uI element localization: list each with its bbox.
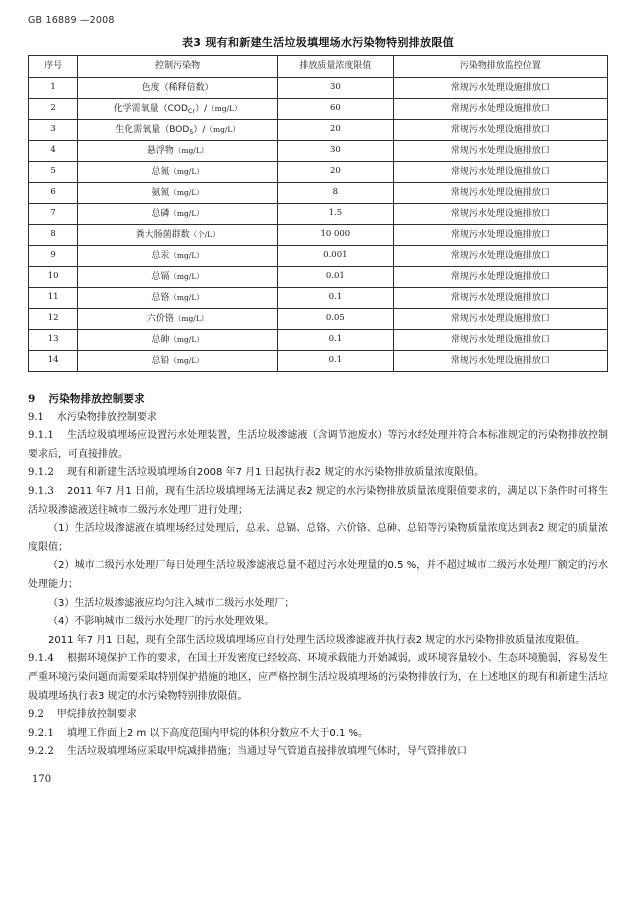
cell-limit: 0.05	[277, 309, 393, 330]
cell-pollutant: 总砷（mg/L）	[78, 330, 278, 351]
clause-9-1-3	[28, 483, 608, 520]
column-header-no: 序号	[29, 56, 78, 78]
clause-9-2-1-text: 填埋工作面上2 m 以下高度范围内甲烷的体积分数应不大于0.1 %。	[66, 727, 368, 739]
cell-limit: 0.001	[277, 246, 393, 267]
cell-limit: 8	[277, 183, 393, 204]
cell-no: 11	[29, 288, 78, 309]
clause-9-2-number: 9.2	[28, 709, 44, 721]
column-header-limit: 排放质量浓度限值	[277, 56, 393, 78]
cell-limit: 20	[277, 120, 393, 141]
cell-limit: 1.5	[277, 204, 393, 225]
table-row	[29, 183, 608, 204]
table-row	[29, 309, 608, 330]
clause-9-1-3-tail: 2011 年7 月1 日起，现有全部生活垃圾填埋场应自行处理生活垃圾渗滤液并执行表2 规定的水污染物排放质量浓度限值。	[48, 634, 586, 646]
table-row	[29, 204, 608, 225]
cell-location: 常规污水处理设施排放口	[393, 225, 607, 246]
table-row	[29, 267, 608, 288]
clause-9-1-2	[28, 464, 608, 483]
cell-location: 常规污水处理设施排放口	[393, 120, 607, 141]
cell-no: 4	[29, 141, 78, 162]
table-row	[29, 351, 608, 372]
cell-no: 6	[29, 183, 78, 204]
clause-9-1-3-text: 2011 年7 月1 日前，现有生活垃圾填埋场无法满足表2 规定的水污染物排放质量浓度限值要求的，满足以下条件时可将生活垃圾渗滤液送往城市二级污水处理厂进行处理；	[28, 485, 608, 516]
clause-9-2-title: 甲烷排放控制要求	[56, 709, 137, 721]
cell-no: 5	[29, 162, 78, 183]
clause-9-2-2-number: 9.2.2	[28, 746, 54, 758]
table-caption: 表3 现有和新建生活垃圾填埋场水污染物特别排放限值	[182, 36, 454, 49]
cell-limit: 0.1	[277, 288, 393, 309]
cell-no: 3	[29, 120, 78, 141]
cell-limit: 0.01	[277, 267, 393, 288]
table-header	[29, 56, 608, 78]
cell-pollutant: 总铬（mg/L）	[78, 288, 278, 309]
clause-9-title: 污染物排放控制要求	[48, 393, 145, 405]
cell-pollutant: 总磷（mg/L）	[78, 204, 278, 225]
cell-location: 常规污水处理设施排放口	[393, 162, 607, 183]
cell-pollutant: 总氮（mg/L）	[78, 162, 278, 183]
cell-pollutant: 总汞（mg/L）	[78, 246, 278, 267]
cell-no: 14	[29, 351, 78, 372]
cell-pollutant: 生化需氧量$(BOD_5)/(mg/L)$	[78, 120, 278, 141]
cell-no: 9	[29, 246, 78, 267]
cell-location: 常规污水处理设施排放口	[393, 204, 607, 225]
clause-9-1-3-item-3: （3）生活垃圾渗滤液应均匀注入城市二级污水处理厂；	[48, 597, 295, 609]
table-row	[29, 162, 608, 183]
cell-no: 1	[29, 78, 78, 99]
cell-pollutant: 总镉（mg/L）	[78, 267, 278, 288]
cell-no: 12	[29, 309, 78, 330]
cell-no: 7	[29, 204, 78, 225]
clause-9-1-1	[28, 427, 608, 464]
cell-limit: 60	[277, 99, 393, 120]
table-header-row	[29, 56, 608, 78]
table-row	[29, 246, 608, 267]
cell-location: 常规污水处理设施排放口	[393, 330, 607, 351]
table-row	[29, 120, 608, 141]
cell-no: 13	[29, 330, 78, 351]
cell-pollutant: 六价铬（mg/L）	[78, 309, 278, 330]
cell-location: 常规污水处理设施排放口	[393, 288, 607, 309]
clause-9-1-3-item-2: （2）城市二级污水处理厂每日处理生活垃圾渗滤液总量不超过污水处理量的0.5 %，并不超过城市二级污水处理厂额定的污水处理能力；	[28, 560, 608, 590]
cell-location: 常规污水处理设施排放口	[393, 246, 607, 267]
clause-9-1-3-item-list	[28, 520, 608, 632]
clause-9-1-heading	[28, 409, 608, 428]
cell-pollutant: 色度（稀释倍数）	[78, 78, 278, 99]
cell-limit: 0.1	[277, 330, 393, 351]
clause-9-2-2	[28, 743, 608, 762]
clause-9-1-2-text: 现有和新建生活垃圾填埋场自2008 年7 月1 日起执行表2 规定的水污染物排放质量浓度限值。	[66, 467, 485, 479]
column-header-pollutant: 控制污染物	[78, 56, 278, 78]
cell-limit: 30	[277, 141, 393, 162]
clause-9-2-2-text: 生活垃圾填埋场应采取甲烷减排措施；当通过导气管道直接排放填埋气体时，导气管排放口	[66, 746, 467, 758]
cell-pollutant: 粪大肠菌群数（个/L）	[78, 225, 278, 246]
cell-location: 常规污水处理设施排放口	[393, 99, 607, 120]
cell-limit: 20	[277, 162, 393, 183]
cell-location: 常规污水处理设施排放口	[393, 267, 607, 288]
cell-location: 常规污水处理设施排放口	[393, 183, 607, 204]
cell-no: 8	[29, 225, 78, 246]
table-row	[29, 78, 608, 99]
cell-location: 常规污水处理设施排放口	[393, 78, 607, 99]
clause-9-2-heading	[28, 706, 608, 725]
clause-9-1-2-number: 9.1.2	[28, 467, 54, 479]
clause-9-1-number: 9.1	[28, 411, 44, 423]
clause-9-heading	[28, 390, 608, 409]
clause-9-2-1	[28, 725, 608, 744]
cell-no: 2	[29, 99, 78, 120]
cell-limit: 0.1	[277, 351, 393, 372]
clause-9-1-4	[28, 650, 608, 706]
cell-limit: 10 000	[277, 225, 393, 246]
page-number: 170	[32, 773, 52, 785]
clause-9-2-1-number: 9.2.1	[28, 727, 54, 739]
cell-pollutant: 悬浮物（mg/L）	[78, 141, 278, 162]
table-row	[29, 288, 608, 309]
table-row	[29, 99, 608, 120]
table-row	[29, 141, 608, 162]
clause-9-1-4-text: 根据环境保护工作的要求，在国土开发密度已经较高、环境承载能力开始减弱，或环境容量较小、生态环境脆弱，容易发生严重环境污染问题而需要采取特别保护措施的地区，应严格控制生活垃圾填埋场的污染物排放行为，在上述地区的现有和新建生活垃圾填埋场执行表3 规定的水污染物特别排放限值。	[28, 653, 608, 702]
clause-9-1-3-item-1: （1）生活垃圾渗滤液在填埋场经过处理后，总汞、总镉、总铬、六价铬、总砷、总铅等污染物质量浓度达到表2 规定的质量浓度限值；	[28, 523, 608, 553]
clause-9-1-title: 水污染物排放控制要求	[56, 411, 157, 423]
clause-9-1-4-number: 9.1.4	[28, 653, 54, 665]
running-header: GB 16889 —2008	[28, 15, 115, 26]
table-row	[29, 330, 608, 351]
clause-9-1-3-item-4: （4）不影响城市二级污水处理厂的污水处理效果。	[48, 616, 275, 628]
water-pollutant-limits-table	[28, 55, 608, 372]
cell-location: 常规污水处理设施排放口	[393, 351, 607, 372]
cell-pollutant: 化学需氧量$(COD_{Cr})/(mg/L)$	[78, 99, 278, 120]
table-body	[29, 78, 608, 372]
body-text	[28, 390, 608, 762]
column-header-location: 污染物排放监控位置	[393, 56, 607, 78]
clause-9-1-1-text: 生活垃圾填埋场应设置污水处理装置，生活垃圾渗滤液（含调节池废水）等污水经处理并符合本标准规定的污染物排放控制要求后，可直接排放。	[28, 430, 608, 460]
cell-pollutant: 氨氮（mg/L）	[78, 183, 278, 204]
clause-9-number: 9	[28, 393, 36, 405]
clause-9-1-1-number: 9.1.1	[28, 430, 54, 442]
cell-location: 常规污水处理设施排放口	[393, 141, 607, 162]
cell-location: 常规污水处理设施排放口	[393, 309, 607, 330]
clause-9-1-3-number: 9.1.3	[28, 485, 54, 497]
cell-no: 10	[29, 267, 78, 288]
cell-pollutant: 总铅（mg/L）	[78, 351, 278, 372]
cell-limit: 30	[277, 78, 393, 99]
table-row	[29, 225, 608, 246]
